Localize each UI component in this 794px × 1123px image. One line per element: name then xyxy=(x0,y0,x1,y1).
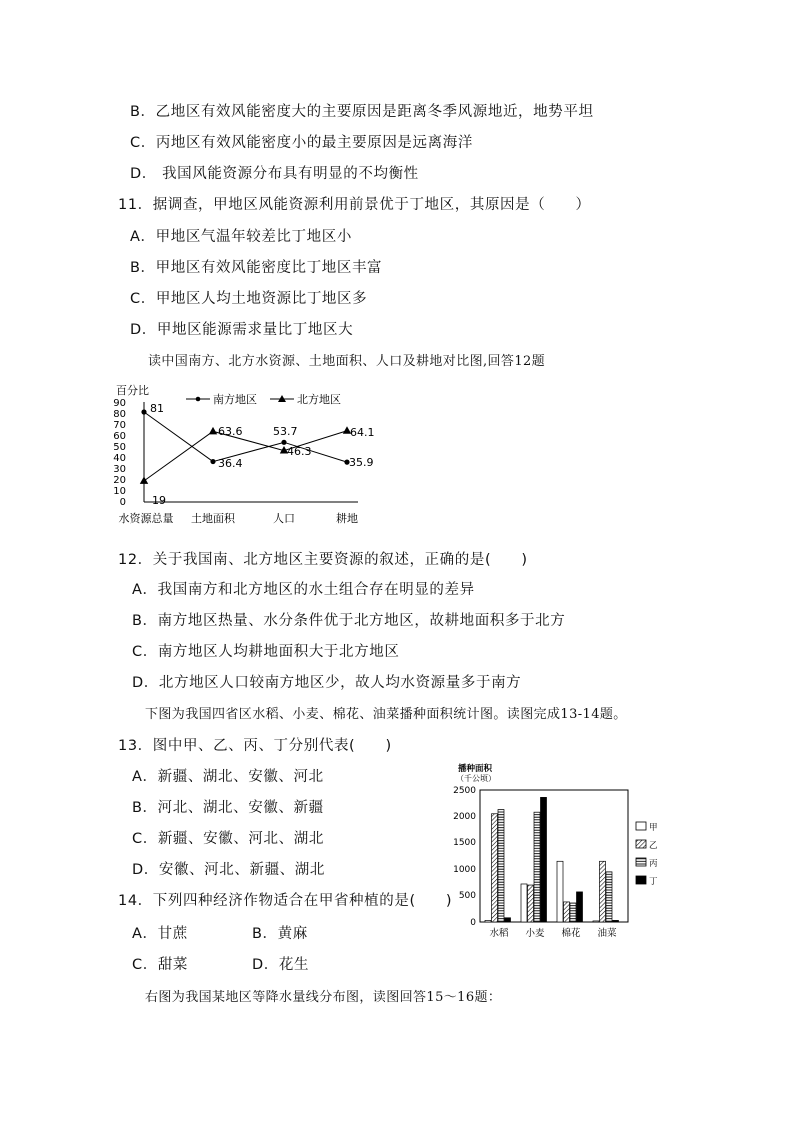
bar-甲-棉花 xyxy=(557,861,563,922)
north-point xyxy=(140,476,148,484)
north-label: 19 xyxy=(152,494,166,507)
crop-area-bar-chart xyxy=(444,762,664,942)
bar-甲-小麦 xyxy=(521,884,527,922)
bar-丙-水稻 xyxy=(498,810,504,922)
category-label: 油菜 xyxy=(597,928,617,939)
south-label: 35.9 xyxy=(349,456,374,469)
legend-label: 甲 xyxy=(649,823,658,833)
south-point xyxy=(210,459,215,464)
bar-chart-unit: （千公顷） xyxy=(456,774,496,783)
category-label: 耕地 xyxy=(336,512,358,525)
q14-option-b: B．黄麻 xyxy=(252,926,308,942)
line-chart-legend xyxy=(186,392,341,406)
q11-option-b: B．甲地区有效风能密度比丁地区丰富 xyxy=(130,260,383,276)
legend-north: 北方地区 xyxy=(297,393,341,406)
ytick-label: 50 xyxy=(113,442,126,453)
bar-乙-水稻 xyxy=(492,814,498,922)
ytick-label: 2500 xyxy=(453,786,476,796)
q10-option-b: B．乙地区有效风能密度大的主要原因是距离冬季风源地近，地势平坦 xyxy=(130,104,594,120)
category-label: 水资源总量 xyxy=(118,512,174,525)
bar-乙-棉花 xyxy=(564,902,570,922)
q11-option-d: D．甲地区能源需求量比丁地区大 xyxy=(130,322,354,338)
north-label: 64.1 xyxy=(350,426,375,439)
south-label: 81 xyxy=(150,402,164,415)
north-label: 46.3 xyxy=(287,445,312,458)
legend-label: 乙 xyxy=(649,841,658,851)
q13-option-a: A．新疆、湖北、安徽、河北 xyxy=(132,769,324,785)
bar-丁-棉花 xyxy=(577,892,583,922)
ytick-label: 2000 xyxy=(453,812,476,822)
south-label: 36.4 xyxy=(218,457,243,470)
ytick-label: 60 xyxy=(113,431,126,442)
bar-甲-水稻 xyxy=(485,920,491,922)
bar-丙-小麦 xyxy=(534,812,540,922)
q10-option-d: D． 我国风能资源分布具有明显的不均衡性 xyxy=(130,166,419,182)
category-label: 小麦 xyxy=(525,928,545,939)
bar-丁-小麦 xyxy=(541,797,547,922)
north-series-line xyxy=(144,431,347,481)
intro-q13-14: 下图为我国四省区水稻、小麦、棉花、油菜播种面积统计图。读图完成13-14题。 xyxy=(145,707,627,722)
resource-comparison-line-chart xyxy=(112,380,375,540)
q12-option-a: A．我国南方和北方地区的水土组合存在明显的差异 xyxy=(132,582,475,598)
q10-option-c: C．丙地区有效风能密度小的最主要原因是远离海洋 xyxy=(130,135,473,151)
q14-option-d: D．花生 xyxy=(252,957,310,973)
bar-乙-油菜 xyxy=(600,861,606,922)
ytick-label: 0 xyxy=(119,497,126,508)
intro-q15-16: 右图为我国某地区等降水量线分布图，读图回答15～16题： xyxy=(145,990,502,1005)
bar-chart-categories xyxy=(489,927,617,939)
south-label: 53.7 xyxy=(273,425,298,438)
bar-丁-水稻 xyxy=(505,918,511,922)
ytick-label: 90 xyxy=(113,398,126,409)
legend-south: 南方地区 xyxy=(213,393,257,406)
north-label: 63.6 xyxy=(218,425,243,438)
ytick-label: 0 xyxy=(470,918,476,928)
ytick-label: 1500 xyxy=(453,838,476,848)
q11-option-c: C．甲地区人均土地资源比丁地区多 xyxy=(130,291,368,307)
q11-option-a: A．甲地区气温年较差比丁地区小 xyxy=(130,229,352,245)
line-chart-data-labels xyxy=(150,402,375,507)
legend-label: 丙 xyxy=(649,859,658,869)
ytick-label: 500 xyxy=(458,891,476,901)
ytick-label: 30 xyxy=(113,464,126,475)
q14-option-c: C．甜菜 xyxy=(132,957,189,973)
ytick-label: 1000 xyxy=(453,865,476,875)
q12-option-d: D．北方地区人口较南方地区少，故人均水资源量多于南方 xyxy=(132,675,522,691)
q13-option-d: D．安徽、河北、新疆、湖北 xyxy=(132,862,325,878)
ytick-label: 40 xyxy=(113,453,126,464)
line-chart-yticks xyxy=(113,398,126,508)
q14-stem: 14．下列四种经济作物适合在甲省种植的是( ) xyxy=(118,893,453,909)
line-chart-ylabel: 百分比 xyxy=(116,384,149,397)
bar-丁-油菜 xyxy=(613,920,619,922)
category-label: 人口 xyxy=(273,512,295,525)
south-series-line xyxy=(144,412,347,462)
bar-chart-legend xyxy=(636,822,658,887)
south-point xyxy=(141,409,146,414)
category-label: 土地面积 xyxy=(191,512,235,525)
ytick-label: 20 xyxy=(113,475,126,486)
q12-option-b: B．南方地区热量、水分条件优于北方地区，故耕地面积多于北方 xyxy=(132,613,566,629)
bar-乙-小麦 xyxy=(528,885,534,922)
ytick-label: 10 xyxy=(113,486,126,497)
category-label: 水稻 xyxy=(489,928,509,939)
q13-stem: 13．图中甲、乙、丙、丁分别代表( ) xyxy=(118,738,392,754)
bar-chart-title: 播种面积 xyxy=(458,764,493,774)
south-point xyxy=(281,440,286,445)
q13-option-b: B．河北、湖北、安徽、新疆 xyxy=(132,800,324,816)
q11-stem: 11．据调查，甲地区风能资源利用前景优于丁地区，其原因是（ ） xyxy=(118,197,591,213)
ytick-label: 70 xyxy=(113,420,126,431)
q12-option-c: C．南方地区人均耕地面积大于北方地区 xyxy=(132,644,400,660)
bar-chart-yticks xyxy=(453,786,476,928)
bar-丙-棉花 xyxy=(570,903,576,922)
q13-option-c: C．新疆、安徽、河北、湖北 xyxy=(132,831,324,847)
q14-option-a: A．甘蔗 xyxy=(132,926,188,942)
bar-甲-油菜 xyxy=(593,921,599,922)
category-label: 棉花 xyxy=(561,928,581,939)
ytick-label: 80 xyxy=(113,409,126,420)
legend-label: 丁 xyxy=(649,877,658,887)
bar-丙-油菜 xyxy=(606,872,612,922)
line-chart-categories xyxy=(119,511,359,525)
north-point xyxy=(209,427,217,435)
intro-q12: 读中国南方、北方水资源、土地面积、人口及耕地对比图,回答12题 xyxy=(148,354,546,369)
q12-stem: 12．关于我国南、北方地区主要资源的叙述，正确的是( ) xyxy=(118,552,528,568)
